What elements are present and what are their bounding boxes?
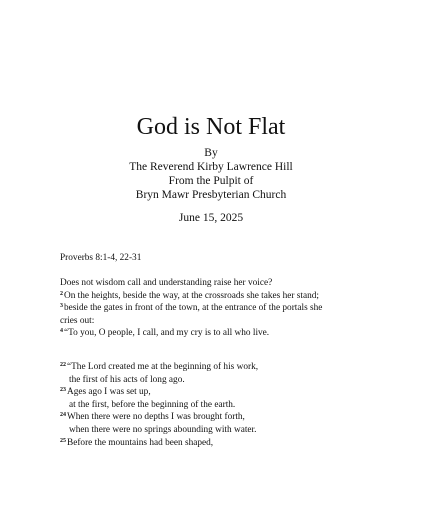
scripture-reference: Proverbs 8:1-4, 22-31 (60, 253, 142, 263)
sermon-title: God is Not Flat (136, 114, 286, 140)
scripture-passage-1 (60, 277, 380, 340)
verse-number: 25 (60, 437, 66, 444)
verse-text: cries out: (60, 315, 95, 326)
verse-line (60, 277, 380, 290)
verse-line (60, 361, 380, 374)
verse-text: beside the gates in front of the town, at the entrance of the portals she (64, 303, 323, 314)
verse-line (60, 327, 380, 340)
verse-line (60, 399, 380, 412)
verse-number: 3 (60, 303, 63, 310)
verse-text: Before the mountains had been shaped, (67, 437, 214, 448)
verse-number: 22 (60, 362, 66, 368)
verse-text: when there were no springs abounding with water. (69, 424, 257, 435)
byline-block (0, 146, 422, 202)
verse-line (60, 411, 380, 424)
verse-line (60, 424, 380, 437)
verse-text: On the heights, beside the way, at the crossroads she takes her stand; (64, 290, 319, 301)
byline-from: From the Pulpit of (168, 175, 254, 187)
verse-number: 4 (60, 328, 63, 335)
verse-line (60, 290, 380, 303)
verse-line (60, 315, 380, 328)
verse-line (60, 374, 380, 387)
verse-line (60, 437, 380, 450)
sermon-date: June 15, 2025 (178, 212, 244, 224)
verse-text: “To you, O people, I call, and my cry is to all who live. (64, 328, 270, 339)
verse-text: “The Lord created me at the beginning of his work, (67, 362, 259, 372)
verse-text: When there were no depths I was brought forth, (67, 412, 245, 423)
verse-text: Ages ago I was set up, (67, 387, 151, 398)
scripture-passage-2 (60, 361, 380, 449)
byline-by: By (204, 147, 218, 159)
byline-church: Bryn Mawr Presbyterian Church (135, 189, 287, 201)
verse-number: 23 (60, 387, 66, 394)
verse-text: the first of his acts of long ago. (69, 374, 185, 385)
verse-text: at the first, before the beginning of the earth. (69, 399, 236, 410)
verse-line (60, 386, 380, 399)
verse-number: 2 (60, 290, 63, 297)
verse-text: Does not wisdom call and understanding raise her voice? (60, 278, 273, 288)
verse-number: 24 (60, 412, 66, 419)
byline-author: The Reverend Kirby Lawrence Hill (129, 161, 293, 173)
verse-line (60, 302, 380, 315)
